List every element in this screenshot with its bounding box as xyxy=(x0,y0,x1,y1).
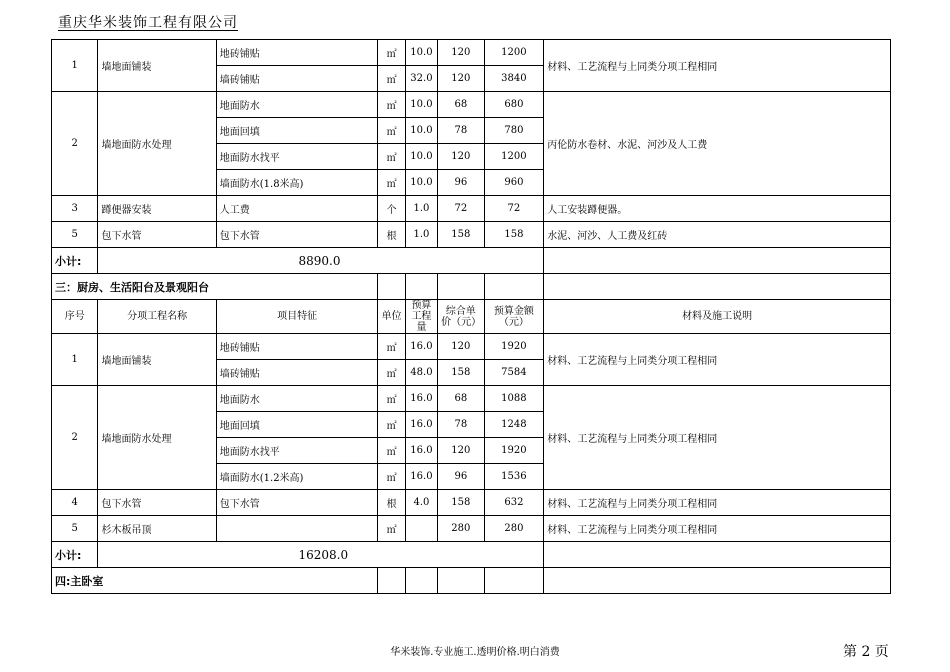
item-unit: ㎡ xyxy=(378,66,405,92)
column-header-note: 材料及施工说明 xyxy=(544,300,891,334)
empty-cell xyxy=(405,568,437,594)
item-feature xyxy=(216,516,378,542)
subtotal-row xyxy=(52,248,891,274)
item-feature: 墙砖铺贴 xyxy=(216,66,378,92)
item-quantity: 16.0 xyxy=(405,464,437,490)
table-row xyxy=(52,92,891,118)
item-amount: 1200 xyxy=(484,144,544,170)
table-row xyxy=(52,334,891,360)
item-feature: 包下水管 xyxy=(216,222,378,248)
header-row xyxy=(52,300,891,334)
item-name: 包下水管 xyxy=(98,490,216,516)
item-quantity: 10.0 xyxy=(405,170,437,196)
item-amount: 1920 xyxy=(484,438,544,464)
item-name: 墙地面防水处理 xyxy=(98,386,216,490)
item-note: 材料、工艺流程与上同类分项工程相同 xyxy=(544,386,891,490)
item-quantity: 10.0 xyxy=(405,40,437,66)
item-quantity: 32.0 xyxy=(405,66,437,92)
empty-cell xyxy=(484,568,544,594)
column-header-no: 序号 xyxy=(52,300,98,334)
item-unit: ㎡ xyxy=(378,438,405,464)
item-unit-price: 158 xyxy=(438,490,484,516)
item-amount: 680 xyxy=(484,92,544,118)
item-unit: ㎡ xyxy=(378,118,405,144)
item-quantity: 16.0 xyxy=(405,334,437,360)
table-row xyxy=(52,516,891,542)
item-unit: ㎡ xyxy=(378,40,405,66)
empty-cell xyxy=(438,274,484,300)
column-header-name: 分项工程名称 xyxy=(98,300,216,334)
item-note: 丙伦防水卷材、水泥、河沙及人工费 xyxy=(544,92,891,196)
item-name: 墙地面防水处理 xyxy=(98,92,216,196)
subtotal-value: 8890.0 xyxy=(98,248,544,274)
item-amount: 280 xyxy=(484,516,544,542)
item-unit: ㎡ xyxy=(378,464,405,490)
item-unit: ㎡ xyxy=(378,516,405,542)
item-quantity: 4.0 xyxy=(405,490,437,516)
item-unit-price: 120 xyxy=(438,40,484,66)
item-feature: 人工费 xyxy=(216,196,378,222)
item-unit: ㎡ xyxy=(378,386,405,412)
item-unit: 个 xyxy=(378,196,405,222)
item-amount: 3840 xyxy=(484,66,544,92)
item-feature: 包下水管 xyxy=(216,490,378,516)
item-name: 墙地面铺装 xyxy=(98,334,216,386)
item-note: 材料、工艺流程与上同类分项工程相同 xyxy=(544,334,891,386)
item-unit: ㎡ xyxy=(378,412,405,438)
subtotal-row xyxy=(52,542,891,568)
item-name: 杉木板吊顶 xyxy=(98,516,216,542)
item-unit-price: 68 xyxy=(438,92,484,118)
item-quantity: 1.0 xyxy=(405,222,437,248)
item-unit-price: 120 xyxy=(438,144,484,170)
page-number: 第 2 页 xyxy=(843,644,889,660)
table-row xyxy=(52,386,891,412)
item-unit: ㎡ xyxy=(378,144,405,170)
empty-cell xyxy=(544,248,891,274)
item-amount: 1088 xyxy=(484,386,544,412)
table-row xyxy=(52,490,891,516)
item-feature: 墙面防水(1.8米高) xyxy=(216,170,378,196)
item-feature: 地面防水 xyxy=(216,386,378,412)
item-amount: 7584 xyxy=(484,360,544,386)
subtotal-label: 小计: xyxy=(52,248,98,274)
item-amount: 780 xyxy=(484,118,544,144)
item-amount: 158 xyxy=(484,222,544,248)
item-unit-price: 158 xyxy=(438,222,484,248)
item-unit-price: 78 xyxy=(438,412,484,438)
table-row xyxy=(52,196,891,222)
item-feature: 地面回填 xyxy=(216,412,378,438)
column-header-qty: 预算工程量 xyxy=(405,300,437,334)
item-number: 2 xyxy=(52,92,98,196)
item-number: 1 xyxy=(52,334,98,386)
empty-cell xyxy=(378,568,405,594)
item-quantity: 16.0 xyxy=(405,438,437,464)
quotation-table xyxy=(51,39,891,594)
item-feature: 墙面防水(1.2米高) xyxy=(216,464,378,490)
item-number: 1 xyxy=(52,40,98,92)
item-unit: ㎡ xyxy=(378,170,405,196)
item-unit-price: 68 xyxy=(438,386,484,412)
empty-cell xyxy=(378,274,405,300)
item-name: 墙地面铺装 xyxy=(98,40,216,92)
item-number: 2 xyxy=(52,386,98,490)
item-unit: ㎡ xyxy=(378,92,405,118)
item-feature: 地面防水 xyxy=(216,92,378,118)
item-amount: 72 xyxy=(484,196,544,222)
empty-cell xyxy=(405,274,437,300)
section-title: 三：厨房、生活阳台及景观阳台 xyxy=(52,274,378,300)
footer-slogan: 华米装饰.专业施工.透明价格.明白消费 xyxy=(390,647,560,658)
column-header-feature: 项目特征 xyxy=(216,300,378,334)
section-title-bedroom: 四:主卧室 xyxy=(52,568,378,594)
item-quantity xyxy=(405,516,437,542)
item-unit-price: 158 xyxy=(438,360,484,386)
item-feature: 地砖铺贴 xyxy=(216,40,378,66)
column-header-amount: 预算金额（元） xyxy=(484,300,544,334)
item-name: 蹲便器安装 xyxy=(98,196,216,222)
item-unit-price: 78 xyxy=(438,118,484,144)
empty-cell xyxy=(544,568,891,594)
section-title-row xyxy=(52,568,891,594)
item-feature: 地面回填 xyxy=(216,118,378,144)
item-amount: 1248 xyxy=(484,412,544,438)
item-unit-price: 96 xyxy=(438,170,484,196)
item-amount: 632 xyxy=(484,490,544,516)
item-number: 4 xyxy=(52,490,98,516)
item-unit-price: 72 xyxy=(438,196,484,222)
table-row xyxy=(52,40,891,66)
item-quantity: 10.0 xyxy=(405,92,437,118)
item-quantity: 48.0 xyxy=(405,360,437,386)
item-amount: 1536 xyxy=(484,464,544,490)
item-unit-price: 280 xyxy=(438,516,484,542)
empty-cell xyxy=(544,274,891,300)
item-feature: 地砖铺贴 xyxy=(216,334,378,360)
item-unit: 根 xyxy=(378,490,405,516)
item-feature: 墙砖铺贴 xyxy=(216,360,378,386)
subtotal-label: 小计: xyxy=(52,542,98,568)
item-note: 材料、工艺流程与上同类分项工程相同 xyxy=(544,516,891,542)
item-note: 水泥、河沙、人工费及红砖 xyxy=(544,222,891,248)
item-note: 人工安装蹲便器。 xyxy=(544,196,891,222)
item-unit: 根 xyxy=(378,222,405,248)
item-quantity: 1.0 xyxy=(405,196,437,222)
subtotal-value: 16208.0 xyxy=(98,542,544,568)
section-title-row xyxy=(52,274,891,300)
item-quantity: 10.0 xyxy=(405,144,437,170)
empty-cell xyxy=(438,568,484,594)
item-number: 5 xyxy=(52,222,98,248)
item-number: 5 xyxy=(52,516,98,542)
empty-cell xyxy=(484,274,544,300)
item-amount: 1200 xyxy=(484,40,544,66)
item-feature: 地面防水找平 xyxy=(216,438,378,464)
item-name: 包下水管 xyxy=(98,222,216,248)
item-unit-price: 120 xyxy=(438,438,484,464)
column-header-price: 综合单价（元） xyxy=(438,300,484,334)
item-unit-price: 96 xyxy=(438,464,484,490)
column-header-unit: 单位 xyxy=(378,300,405,334)
item-unit: ㎡ xyxy=(378,334,405,360)
item-amount: 960 xyxy=(484,170,544,196)
item-quantity: 16.0 xyxy=(405,386,437,412)
table-row xyxy=(52,222,891,248)
company-name: 重庆华米装饰工程有限公司 xyxy=(58,15,238,31)
item-note: 材料、工艺流程与上同类分项工程相同 xyxy=(544,490,891,516)
item-number: 3 xyxy=(52,196,98,222)
empty-cell xyxy=(544,542,891,568)
item-unit-price: 120 xyxy=(438,66,484,92)
item-amount: 1920 xyxy=(484,334,544,360)
item-quantity: 16.0 xyxy=(405,412,437,438)
item-unit-price: 120 xyxy=(438,334,484,360)
item-quantity: 10.0 xyxy=(405,118,437,144)
item-unit: ㎡ xyxy=(378,360,405,386)
item-note: 材料、工艺流程与上同类分项工程相同 xyxy=(544,40,891,92)
item-feature: 地面防水找平 xyxy=(216,144,378,170)
